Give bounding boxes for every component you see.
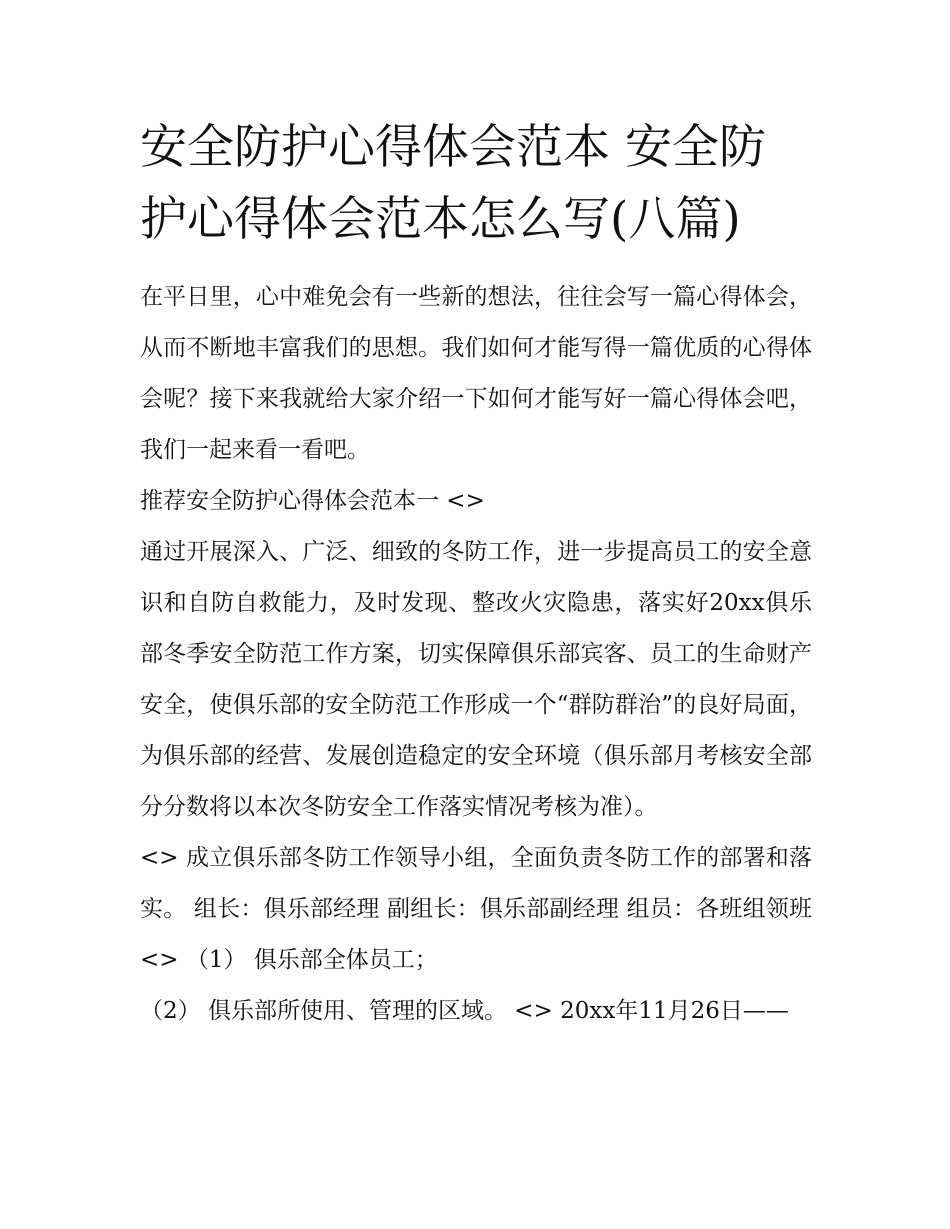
body-paragraph: （2） 俱乐部所使用、管理的区域。 <> 20xx年11月26日—— [140,998,789,1024]
intro-paragraph: 在平日里，心中难免会有一些新的想法，往往会写一篇心得体会，从而不断地丰富我们的思想。我们如何才能写得一篇优质的心得体会呢？接下来我就给大家介绍一下如何才能写好一篇心得体会吧，我们一起来看一看吧。 [140,284,812,463]
body-paragraph: 通过开展深入、广泛、细致的冬防工作，进一步提高员工的安全意识和自防自救能力，及时发现、整改火灾隐患，落实好20xx俱乐部冬季安全防范工作方案，切实保障俱乐部宾客、员工的生命财产安全，使俱乐部的安全防范工作形成一个“群防群治”的良好局面，为俱乐部的经营、发展创造稳定的安全环境（俱乐部月考核安全部分分数将以本次冬防安全工作落实情况考核为准）。 [140,539,812,820]
body-paragraph: <> 成立俱乐部冬防工作领导小组，全面负责冬防工作的部署和落实。 组长：俱乐部经理 副组长：俱乐部副经理 组员：各班组领班 <> （1） 俱乐部全体员工； [140,845,812,973]
section-heading: 推荐安全防护心得体会范本一 <> [140,488,485,514]
document-title: 安全防护心得体会范本 安全防护心得体会范本怎么写(八篇) [140,120,766,247]
document-body [140,112,812,1037]
